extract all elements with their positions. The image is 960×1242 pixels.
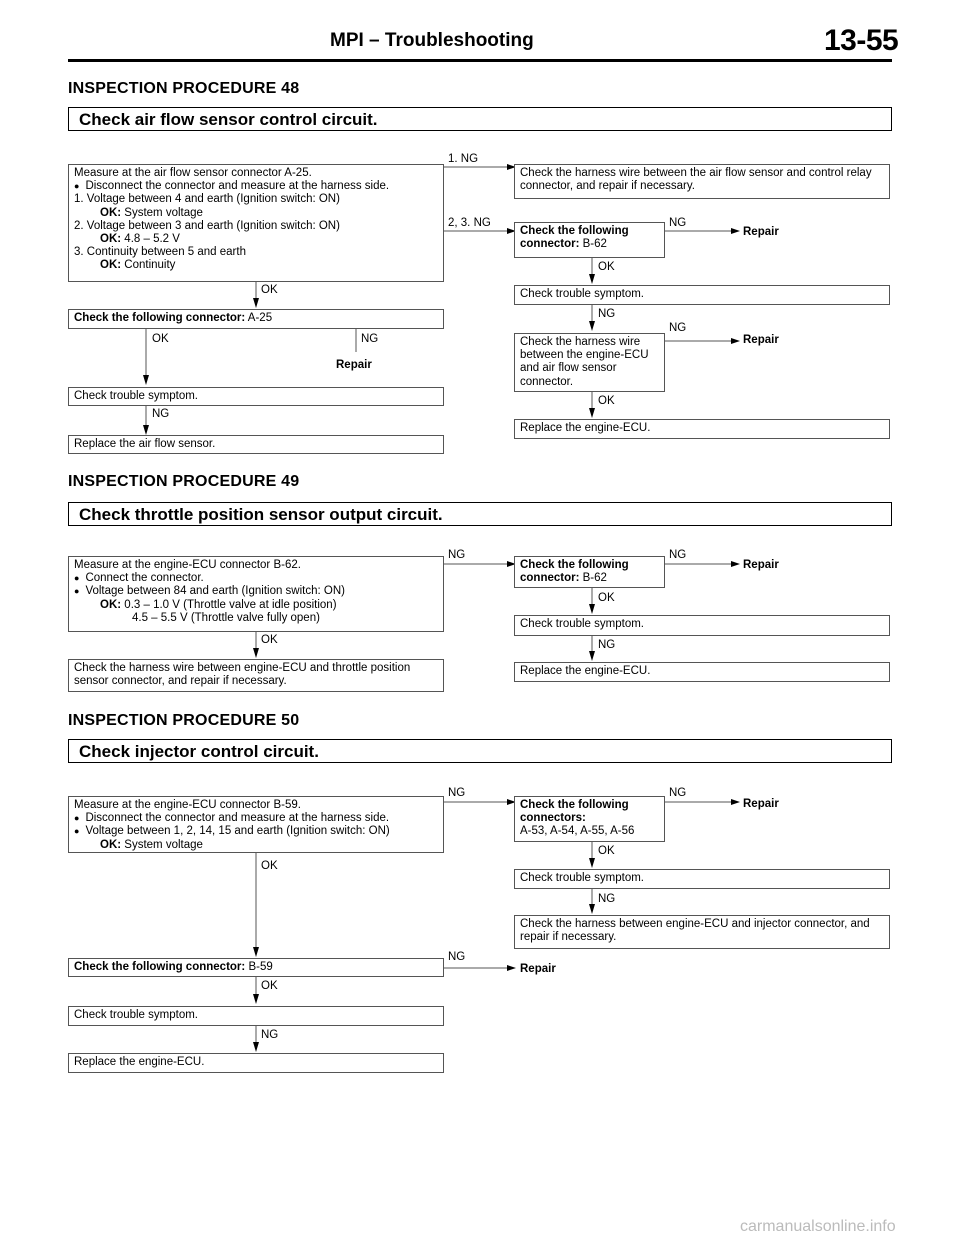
p50-label-ng-measure: NG xyxy=(448,787,466,799)
p48-measure-line8: OK: Continuity xyxy=(100,259,176,272)
p50-banner: Check injector control circuit. xyxy=(68,739,892,763)
p48-label-ok-b62: OK xyxy=(598,261,615,273)
p50-check-b59-box: Check the following connector: B-59 xyxy=(68,958,444,977)
p49-replace-ecu-box: Replace the engine-ECU. xyxy=(514,662,890,682)
p48-trouble-right-box: Check trouble symptom. xyxy=(514,285,890,305)
watermark: carmanualsonline.info xyxy=(740,1218,896,1235)
p48-harness-ecu-box: Check the harness wire between the engine-ECU and air flow sensor connector. xyxy=(514,333,665,392)
p50-harness-box: Check the harness between engine-ECU and injector connector, and repair if necessary. xyxy=(514,915,890,949)
p50-measure-line3: ● Voltage between 1, 2, 14, 15 and earth (Ignition switch: ON) xyxy=(74,825,438,838)
p50-label-ok-connectors: OK xyxy=(598,845,615,857)
p50-repair-2: Repair xyxy=(520,963,556,975)
p50-label-ok-measure: OK xyxy=(261,860,278,872)
p48-label-ng-a25: NG xyxy=(361,333,379,345)
p49-title: INSPECTION PROCEDURE 49 xyxy=(68,473,300,490)
p49-measure-line5: 4.5 – 5.5 V (Throttle valve fully open) xyxy=(132,611,320,624)
p49-measure-line3: ● Voltage between 84 and earth (Ignition switch: ON) xyxy=(74,585,438,598)
p48-trouble-left-box: Check trouble symptom. xyxy=(68,387,444,406)
p50-measure-line4: OK: System voltage xyxy=(100,838,203,851)
p50-measure-line2: ● Disconnect the connector and measure at the harness side. xyxy=(74,812,438,825)
p48-label-23ng: 2, 3. NG xyxy=(448,217,491,229)
p48-harness-wire-box: Check the harness wire between the air flow sensor and control relay connector, and repair if necessary. xyxy=(514,164,890,199)
p48-check-a25-box: Check the following connector: A-25 xyxy=(68,309,444,329)
p48-label-ng-harness: NG xyxy=(669,322,687,334)
p49-label-ng-measure: NG xyxy=(448,549,466,561)
p49-measure-line2: ● Connect the connector. xyxy=(74,572,438,585)
p50-replace-ecu-box: Replace the engine-ECU. xyxy=(68,1053,444,1073)
p49-measure-line4: OK: 0.3 – 1.0 V (Throttle valve at idle position) xyxy=(100,598,337,611)
p50-label-ng-b59: NG xyxy=(448,951,466,963)
p50-label-ng-trouble-left: NG xyxy=(261,1029,279,1041)
p48-measure-box xyxy=(68,164,444,282)
p50-trouble-right-box: Check trouble symptom. xyxy=(514,869,890,889)
p48-repair-2: Repair xyxy=(743,334,779,346)
p50-label-ok-b59: OK xyxy=(261,980,278,992)
p48-measure-line4: OK: System voltage xyxy=(100,206,203,219)
p50-label-ng-trouble-right: NG xyxy=(598,893,616,905)
p49-measure-box xyxy=(68,556,444,632)
p49-repair: Repair xyxy=(743,559,779,571)
p49-harness-box: Check the harness wire between engine-ECU and throttle position sensor connector, and repair if necessary. xyxy=(68,659,444,692)
p48-replace-afs-box: Replace the air flow sensor. xyxy=(68,435,444,454)
p48-label-ok-measure: OK xyxy=(261,284,278,296)
p48-label-ng-b62: NG xyxy=(669,217,687,229)
p48-repair-3: Repair xyxy=(336,359,372,371)
p48-measure-line3: 1. Voltage between 4 and earth (Ignition switch: ON) xyxy=(74,193,340,206)
header-title: MPI – Troubleshooting xyxy=(330,30,534,51)
p48-label-1ng: 1. NG xyxy=(448,153,479,165)
p49-label-ng-trouble: NG xyxy=(598,639,616,651)
p50-measure-line1: Measure at the engine-ECU connector B-59. xyxy=(74,799,301,811)
p49-banner: Check throttle position sensor output circuit. xyxy=(68,502,892,526)
p49-trouble-box: Check trouble symptom. xyxy=(514,615,890,636)
p50-label-ng-connectors: NG xyxy=(669,787,687,799)
p48-label-ok-harness: OK xyxy=(598,395,615,407)
p49-label-ok-measure: OK xyxy=(261,634,278,646)
p50-trouble-left-box: Check trouble symptom. xyxy=(68,1006,444,1026)
p50-title: INSPECTION PROCEDURE 50 xyxy=(68,712,300,729)
p48-label-ng-trouble: NG xyxy=(598,308,616,320)
p50-measure-box xyxy=(68,796,444,853)
p48-label-ok-a25: OK xyxy=(152,333,169,345)
p48-measure-line7: 3. Continuity between 5 and earth xyxy=(74,246,246,259)
p48-measure-line5: 2. Voltage between 3 and earth (Ignition switch: ON) xyxy=(74,219,340,232)
p48-measure-line2: ● Disconnect the connector and measure at the harness side. xyxy=(74,180,438,193)
p49-measure-line1: Measure at the engine-ECU connector B-62. xyxy=(74,559,301,571)
p49-check-b62-box: Check the following connector: B-62 xyxy=(514,556,665,588)
p49-label-ok-b62: OK xyxy=(598,592,615,604)
p48-repair-1: Repair xyxy=(743,226,779,238)
p48-title: INSPECTION PROCEDURE 48 xyxy=(68,80,300,97)
p48-measure-line6: OK: 4.8 – 5.2 V xyxy=(100,233,180,246)
p50-repair-1: Repair xyxy=(743,798,779,810)
p48-label-ng-trouble-left: NG xyxy=(152,408,170,420)
p49-label-ng-b62: NG xyxy=(669,549,687,561)
p48-check-b62-box: Check the following connector: B-62 xyxy=(514,222,665,258)
p48-measure-line1: Measure at the air flow sensor connector A-25. xyxy=(74,167,312,179)
p48-replace-ecu-box: Replace the engine-ECU. xyxy=(514,419,890,439)
p48-banner: Check air flow sensor control circuit. xyxy=(68,107,892,131)
page-number: 13-55 xyxy=(824,24,899,57)
p50-check-connectors-box: Check the following connectors: A-53, A-54, A-55, A-56 xyxy=(514,796,665,842)
